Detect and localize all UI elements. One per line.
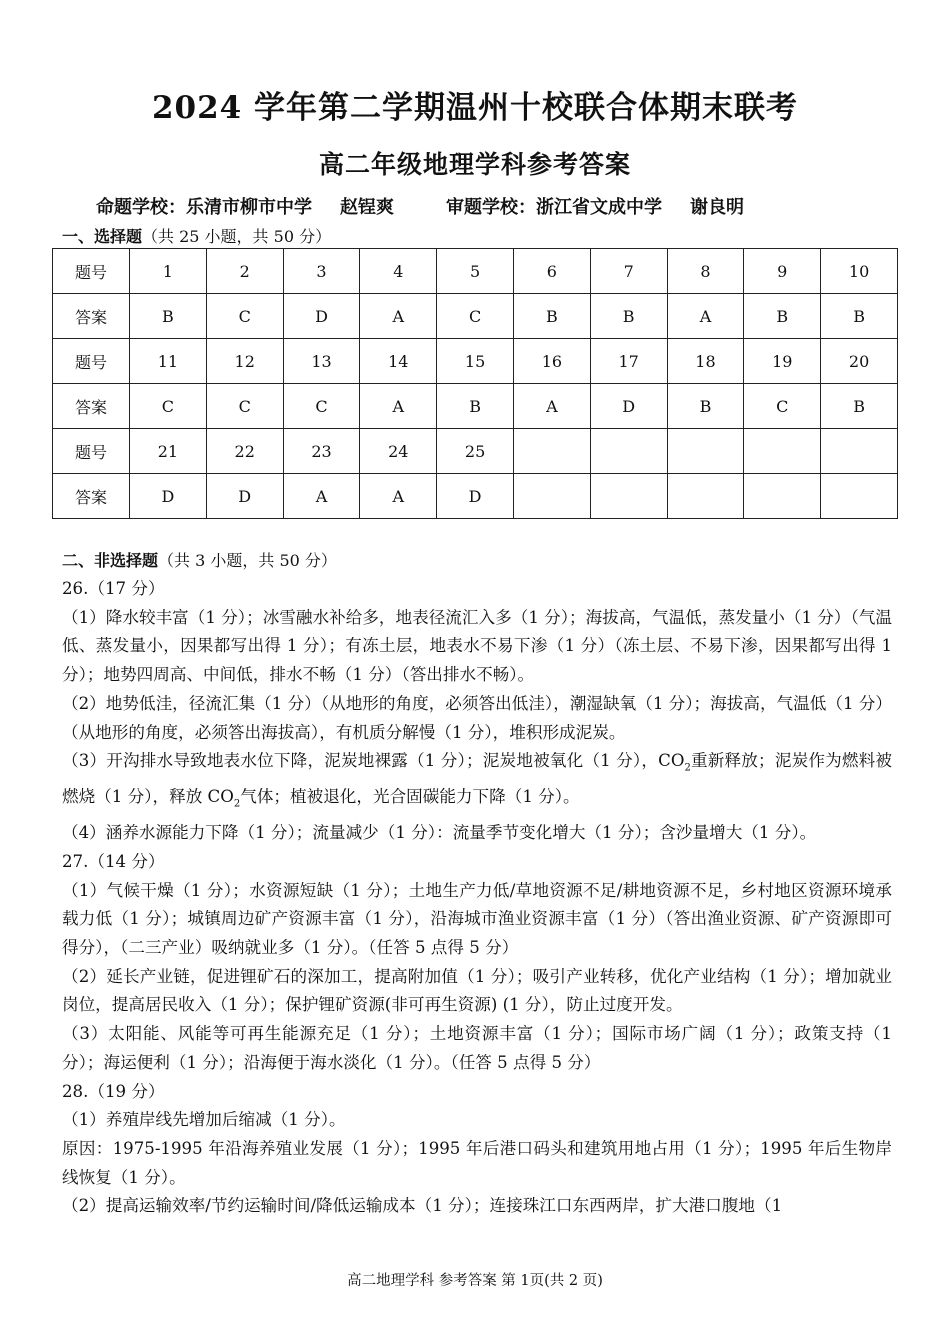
q28-part2: （2）提高运输效率/节约运输时间/降低运输成本（1 分）；连接珠江口东西两岸，扩大港口腹地（1 [62, 1196, 783, 1216]
question-number-row [53, 249, 898, 294]
section2-note: （共 3 小题，共 50 分） [158, 551, 337, 570]
q26-part3-a: （3）开沟排水导致地表水位下降，泥炭地裸露（1 分）；泥炭地被氧化（1 分），CO [62, 751, 685, 771]
question-number-cell [513, 429, 590, 474]
answer-cell [744, 474, 821, 519]
answer-cell: C [437, 294, 514, 339]
answer-cell [513, 474, 590, 519]
q26-part3-b: 重新释放；泥炭作为燃料被燃烧（1 分），释放 CO [62, 751, 893, 807]
question-number-cell: 16 [513, 339, 590, 384]
answer-cell: D [590, 384, 667, 429]
answer-cell: B [821, 294, 898, 339]
answer-cell: A [360, 294, 437, 339]
answer-cell: C [130, 384, 207, 429]
q26-part3 [62, 747, 892, 819]
answer-cell [667, 474, 744, 519]
question-number-cell [590, 429, 667, 474]
q26-part4: （4）涵养水源能力下降（1 分）；流量减少（1 分）：流量季节变化增大（1 分）；含沙量增大（1 分）。 [62, 823, 817, 843]
question-number-cell: 2 [206, 249, 283, 294]
section1-title: 一、选择题 [62, 227, 143, 246]
question-number-cell: 11 [130, 339, 207, 384]
question-number-cell: 1 [130, 249, 207, 294]
page-title: 2024 学年第二学期温州十校联合体期末联考 [151, 90, 799, 126]
question-number-cell: 18 [667, 339, 744, 384]
answer-cell: B [590, 294, 667, 339]
row-label-answer: 答案 [53, 474, 130, 519]
question-number-cell [821, 429, 898, 474]
question-number-cell: 13 [283, 339, 360, 384]
answer-row [53, 294, 898, 339]
question-number-cell: 17 [590, 339, 667, 384]
answer-table [52, 248, 898, 519]
answer-cell: A [283, 474, 360, 519]
answer-row [53, 384, 898, 429]
question-number-cell: 22 [206, 429, 283, 474]
question-number-row [53, 339, 898, 384]
reviewer-name: 谢良明 [690, 197, 744, 218]
question-number-cell: 19 [744, 339, 821, 384]
row-label-question: 题号 [53, 339, 130, 384]
q26-part2: （2）地势低洼，径流汇集（1 分）（从地形的角度，必须答出低洼），潮湿缺氧（1 分）；海拔高，气温低（1 分）（从地形的角度，必须答出海拔高），有机质分解慢（1 分），堆积形成泥炭。 [62, 693, 892, 742]
answer-cell: C [744, 384, 821, 429]
question-number-cell: 3 [283, 249, 360, 294]
q28-reason: 原因：1975-1995 年沿海养殖业发展（1 分）；1995 年后港口码头和建筑用地占用（1 分）；1995 年后生物岸线恢复（1 分）。 [62, 1138, 892, 1187]
co2-subscript: 2 [233, 798, 241, 810]
row-label-answer: 答案 [53, 384, 130, 429]
question-number-cell: 25 [437, 429, 514, 474]
answer-cell: B [513, 294, 590, 339]
section1-note: （共 25 小题，共 50 分） [142, 227, 332, 246]
question-number-row [53, 429, 898, 474]
section2-title: 二、非选择题 [62, 551, 159, 570]
row-label-answer: 答案 [53, 294, 130, 339]
proposer-name: 赵锃爽 [340, 197, 394, 218]
question-number-cell: 4 [360, 249, 437, 294]
question-number-cell [744, 429, 821, 474]
q27-part2: （2）延长产业链，促进锂矿石的深加工，提高附加值（1 分）；吸引产业转移，优化产业结构（1 分）；增加就业岗位，提高居民收入（1 分）；保护锂矿资源(非可再生资源) (1 分），防止过度开发。 [62, 966, 892, 1015]
question-number-cell: 9 [744, 249, 821, 294]
question-number-cell: 6 [513, 249, 590, 294]
q27-part1: （1）气候干燥（1 分）；水资源短缺（1 分）；土地生产力低/草地资源不足/耕地资源不足，乡村地区资源环境承载力低（1 分）；城镇周边矿产资源丰富（1 分），沿海城市渔业资源丰富（1 分）（答出渔业资源、矿产资源即可得分），（二三产业）吸纳就业多（1 分）。（任答 5 点得 5 分） [62, 880, 892, 958]
question-number-cell: 10 [821, 249, 898, 294]
answer-row [53, 474, 898, 519]
page-footer: 高二地理学科 参考答案 第 1页(共 2 页) [347, 1273, 603, 1289]
question-number-cell: 23 [283, 429, 360, 474]
answer-cell: B [130, 294, 207, 339]
co2-subscript: 2 [684, 762, 691, 774]
answer-cell [590, 474, 667, 519]
answer-cell: A [360, 474, 437, 519]
question-number-cell: 7 [590, 249, 667, 294]
answer-cell: D [283, 294, 360, 339]
answer-cell: C [283, 384, 360, 429]
question-number-cell: 21 [130, 429, 207, 474]
q27-part3: （3）太阳能、风能等可再生能源充足（1 分）；土地资源丰富（1 分）；国际市场广阔（1 分）；政策支持（1 分）；海运便利（1 分）；沿海便于海水淡化（1 分）。（任答 5 点得 5 分） [62, 1024, 892, 1072]
answers-body [62, 575, 892, 1221]
proposer-school: 命题学校：乐清市柳市中学 [96, 197, 312, 218]
answer-cell: B [437, 384, 514, 429]
question-number-cell [667, 429, 744, 474]
question-number-cell: 15 [437, 339, 514, 384]
answer-cell: B [667, 384, 744, 429]
answer-cell: B [821, 384, 898, 429]
q28-part1: （1）养殖岸线先增加后缩减（1 分）。 [62, 1110, 346, 1130]
q26-part3-c: 气体；植被退化，光合固碳能力下降（1 分）。 [240, 787, 580, 807]
answer-cell: D [437, 474, 514, 519]
q27-heading: 27.（14 分） [62, 851, 165, 871]
q26-part1: （1）降水较丰富（1 分）；冰雪融水补给多，地表径流汇入多（1 分）；海拔高，气温低，蒸发量小（1 分）（气温低、蒸发量小，因果都写出得 1 分）；有冻土层，地表水不易下渗（1 分）（冻土层、不易下渗，因果都写出得 1 分）；地势四周高、中间低，排水不畅（1 分）（答出排水不畅）。 [62, 607, 892, 685]
answer-cell: C [206, 294, 283, 339]
answer-cell: B [744, 294, 821, 339]
answer-cell: D [206, 474, 283, 519]
authors-line [96, 193, 744, 219]
question-number-cell: 5 [437, 249, 514, 294]
row-label-question: 题号 [53, 249, 130, 294]
reviewer-school: 审题学校：浙江省文成中学 [446, 197, 662, 218]
answer-cell: C [206, 384, 283, 429]
section2-heading [62, 548, 337, 571]
answer-cell: D [130, 474, 207, 519]
q28-heading: 28.（19 分） [62, 1081, 165, 1101]
q26-heading: 26.（17 分） [62, 579, 165, 598]
question-number-cell: 8 [667, 249, 744, 294]
row-label-question: 题号 [53, 429, 130, 474]
answer-cell: A [360, 384, 437, 429]
question-number-cell: 14 [360, 339, 437, 384]
answer-cell: A [513, 384, 590, 429]
question-number-cell: 20 [821, 339, 898, 384]
section1-heading [62, 224, 331, 247]
question-number-cell: 24 [360, 429, 437, 474]
question-number-cell: 12 [206, 339, 283, 384]
answer-cell: A [667, 294, 744, 339]
page-subtitle: 高二年级地理学科参考答案 [318, 150, 631, 179]
answer-cell [821, 474, 898, 519]
